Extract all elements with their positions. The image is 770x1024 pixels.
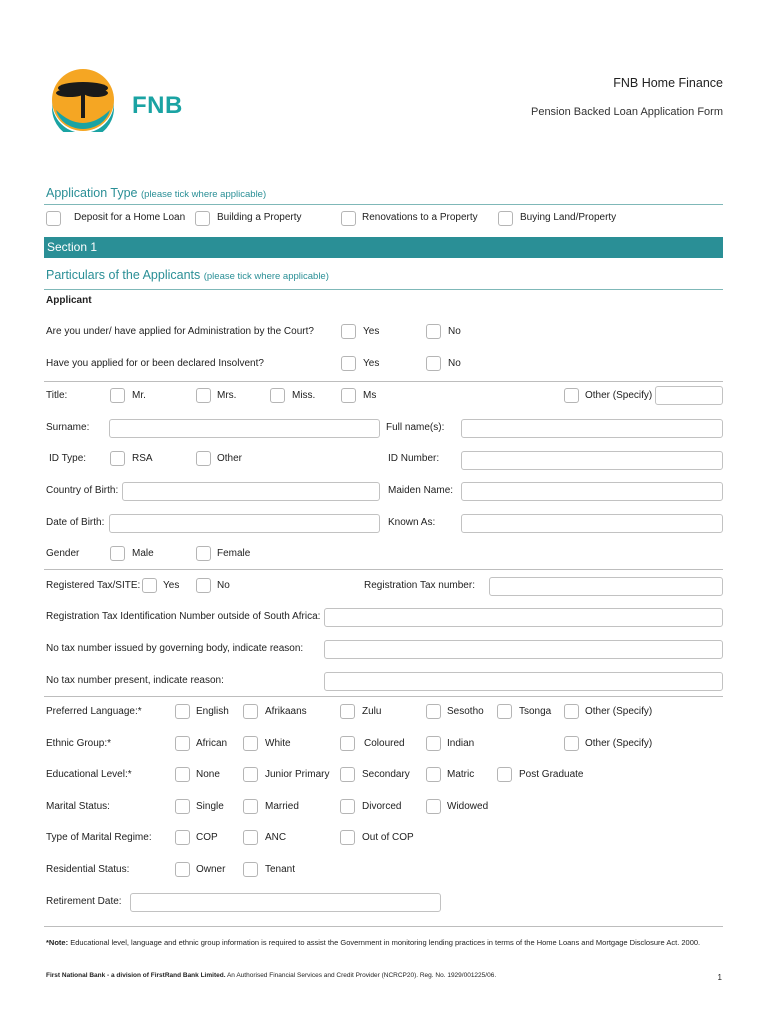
particulars-note: (please tick where applicable)	[203, 271, 329, 282]
retirement-date-label: Retirement Date:	[46, 896, 122, 907]
known-as-label: Known As:	[388, 517, 436, 528]
checkbox-id-rsa[interactable]	[110, 451, 125, 466]
label-white: White	[265, 738, 291, 749]
checkbox-male[interactable]	[110, 546, 125, 561]
label-yes: Yes	[363, 358, 380, 369]
divider	[44, 204, 723, 205]
marital-label: Marital Status:	[46, 801, 110, 812]
label-tsonga: Tsonga	[519, 706, 552, 717]
checkbox-secondary[interactable]	[340, 767, 355, 782]
checkbox-married[interactable]	[243, 799, 258, 814]
checkbox-ms[interactable]	[341, 388, 356, 403]
label-id-other: Other	[217, 453, 243, 464]
section-title: Section 1	[47, 240, 98, 254]
checkbox-african[interactable]	[175, 736, 190, 751]
divider	[44, 569, 723, 570]
note-prefix: *Note:	[46, 938, 69, 947]
residential-label: Residential Status:	[46, 864, 130, 875]
country-of-birth-label: Country of Birth:	[46, 485, 119, 496]
label-english: English	[196, 706, 229, 717]
insolvent-question: Have you applied for or been declared Insolvent?	[46, 358, 264, 369]
page-subtitle: Pension Backed Loan Application Form	[530, 106, 723, 118]
application-type-title: Application Type	[46, 186, 138, 200]
label-secondary: Secondary	[362, 769, 410, 780]
surname-field[interactable]	[109, 419, 380, 438]
checkbox-title-other[interactable]	[564, 388, 579, 403]
id-number-field[interactable]	[461, 451, 723, 470]
label-ms: Ms	[363, 390, 377, 401]
page-number: 1	[717, 973, 722, 982]
checkbox-administration-yes[interactable]	[341, 324, 356, 339]
divider	[44, 289, 723, 290]
label-cop: COP	[196, 832, 218, 843]
gender-label: Gender	[46, 548, 80, 559]
administration-question: Are you under/ have applied for Administration by the Court?	[46, 326, 314, 337]
no-tax-present-label: No tax number present, indicate reason:	[46, 675, 224, 686]
application-type-heading	[46, 186, 266, 200]
page-title: FNB Home Finance	[613, 76, 723, 90]
label-renovations: Renovations to a Property	[362, 212, 478, 223]
label-divorced: Divorced	[362, 801, 402, 812]
footer-text	[46, 972, 496, 979]
label-coloured: Coloured	[364, 738, 405, 749]
application-type-note: (please tick where applicable)	[140, 189, 267, 200]
label-single: Single	[196, 801, 224, 812]
checkbox-matric[interactable]	[426, 767, 441, 782]
checkbox-tax-yes[interactable]	[142, 578, 157, 593]
regime-label: Type of Marital Regime:	[46, 832, 152, 843]
label-rsa: RSA	[132, 453, 153, 464]
checkbox-renovations[interactable]	[341, 211, 356, 226]
checkbox-miss[interactable]	[270, 388, 285, 403]
checkbox-insolvent-yes[interactable]	[341, 356, 356, 371]
label-married: Married	[265, 801, 299, 812]
checkbox-tsonga[interactable]	[497, 704, 512, 719]
maiden-name-label: Maiden Name:	[388, 485, 454, 496]
section-bar	[44, 237, 723, 258]
footer-detail: An Authorised Financial Services and Credit Provider (NCRCP20). Reg. No. 1929/001225/06.	[226, 972, 497, 979]
no-tax-body-field[interactable]	[324, 640, 723, 659]
checkbox-none[interactable]	[175, 767, 190, 782]
label-afrikaans: Afrikaans	[265, 706, 307, 717]
checkbox-mr[interactable]	[110, 388, 125, 403]
checkbox-junior-primary[interactable]	[243, 767, 258, 782]
checkbox-divorced[interactable]	[340, 799, 355, 814]
registered-tax-label: Registered Tax/SITE:	[46, 580, 141, 591]
label-mrs: Mrs.	[217, 390, 237, 401]
title-label: Title:	[46, 390, 68, 401]
label-deposit: Deposit for a Home Loan	[74, 212, 186, 223]
label-ethnic-other: Other (Specify)	[585, 738, 653, 749]
label-widowed: Widowed	[447, 801, 489, 812]
checkbox-tax-no[interactable]	[196, 578, 211, 593]
checkbox-english[interactable]	[175, 704, 190, 719]
registration-tax-number-field[interactable]	[489, 577, 723, 596]
label-mr: Mr.	[132, 390, 146, 401]
no-tax-body-label: No tax number issued by governing body, indicate reason:	[46, 643, 304, 654]
particulars-title: Particulars of the Applicants	[46, 268, 201, 282]
date-of-birth-field[interactable]	[109, 514, 380, 533]
retirement-date-field[interactable]	[130, 893, 441, 912]
checkbox-tenant[interactable]	[243, 862, 258, 877]
label-indian: Indian	[447, 738, 475, 749]
label-anc: ANC	[265, 832, 287, 843]
title-other-field[interactable]	[655, 386, 723, 405]
known-as-field[interactable]	[461, 514, 723, 533]
checkbox-indian[interactable]	[426, 736, 441, 751]
id-number-label: ID Number:	[388, 453, 440, 464]
full-names-label: Full name(s):	[386, 422, 445, 433]
label-african: African	[196, 738, 228, 749]
education-label: Educational Level:*	[46, 769, 132, 780]
checkbox-widowed[interactable]	[426, 799, 441, 814]
date-of-birth-label: Date of Birth:	[46, 517, 105, 528]
label-sesotho: Sesotho	[447, 706, 484, 717]
label-no: No	[448, 358, 461, 369]
tax-outside-label: Registration Tax Identification Number outside of South Africa:	[46, 611, 321, 622]
label-matric: Matric	[447, 769, 475, 780]
checkbox-white[interactable]	[243, 736, 258, 751]
surname-label: Surname:	[46, 422, 90, 433]
label-buying-land: Buying Land/Property	[520, 212, 617, 223]
applicant-subheading: Applicant	[46, 295, 92, 306]
label-tenant: Tenant	[265, 864, 296, 875]
checkbox-deposit[interactable]	[46, 211, 61, 226]
label-post-graduate: Post Graduate	[519, 769, 584, 780]
brand-wordmark: FNB	[132, 92, 183, 119]
label-tax-yes: Yes	[163, 580, 180, 591]
label-zulu: Zulu	[362, 706, 382, 717]
language-label: Preferred Language:*	[46, 706, 142, 717]
tax-outside-field[interactable]	[324, 608, 723, 627]
disclosure-note	[46, 938, 700, 947]
full-names-field[interactable]	[461, 419, 723, 438]
checkbox-language-other[interactable]	[564, 704, 579, 719]
label-none: None	[196, 769, 220, 780]
divider	[44, 381, 723, 382]
label-building: Building a Property	[217, 212, 302, 223]
label-owner: Owner	[196, 864, 226, 875]
label-miss: Miss.	[292, 390, 316, 401]
checkbox-insolvent-no[interactable]	[426, 356, 441, 371]
label-junior-primary: Junior Primary	[265, 769, 330, 780]
checkbox-ethnic-other[interactable]	[564, 736, 579, 751]
checkbox-mrs[interactable]	[196, 388, 211, 403]
maiden-name-field[interactable]	[461, 482, 723, 501]
label-female: Female	[217, 548, 251, 559]
checkbox-female[interactable]	[196, 546, 211, 561]
particulars-heading	[46, 268, 329, 282]
checkbox-administration-no[interactable]	[426, 324, 441, 339]
checkbox-zulu[interactable]	[340, 704, 355, 719]
id-type-label: ID Type:	[49, 453, 87, 464]
label-title-other: Other (Specify)	[585, 390, 653, 401]
label-yes: Yes	[363, 326, 380, 337]
divider	[44, 926, 723, 927]
divider	[44, 696, 723, 697]
checkbox-buying-land[interactable]	[498, 211, 513, 226]
label-language-other: Other (Specify)	[585, 706, 653, 717]
checkbox-post-graduate[interactable]	[497, 767, 512, 782]
footer-bold: First National Bank - a division of FirstRand Bank Limited.	[46, 972, 226, 979]
checkbox-building[interactable]	[195, 211, 210, 226]
checkbox-single[interactable]	[175, 799, 190, 814]
label-tax-no: No	[217, 580, 230, 591]
ethnic-label: Ethnic Group:*	[46, 738, 112, 749]
checkbox-afrikaans[interactable]	[243, 704, 258, 719]
checkbox-owner[interactable]	[175, 862, 190, 877]
checkbox-id-other[interactable]	[196, 451, 211, 466]
note-text: Educational level, language and ethnic group information is required to assist the Government in monitoring lending practices in terms of the Home Loans and Mortgage Disclosure Act. 2000.	[70, 938, 701, 947]
checkbox-cop[interactable]	[175, 830, 190, 845]
checkbox-out-of-cop[interactable]	[340, 830, 355, 845]
country-of-birth-field[interactable]	[122, 482, 380, 501]
checkbox-coloured[interactable]	[340, 736, 355, 751]
registration-tax-number-label: Registration Tax number:	[364, 580, 475, 591]
label-out-of-cop: Out of COP	[362, 832, 414, 843]
label-male: Male	[132, 548, 154, 559]
checkbox-sesotho[interactable]	[426, 704, 441, 719]
label-no: No	[448, 326, 461, 337]
checkbox-anc[interactable]	[243, 830, 258, 845]
no-tax-present-field[interactable]	[324, 672, 723, 691]
